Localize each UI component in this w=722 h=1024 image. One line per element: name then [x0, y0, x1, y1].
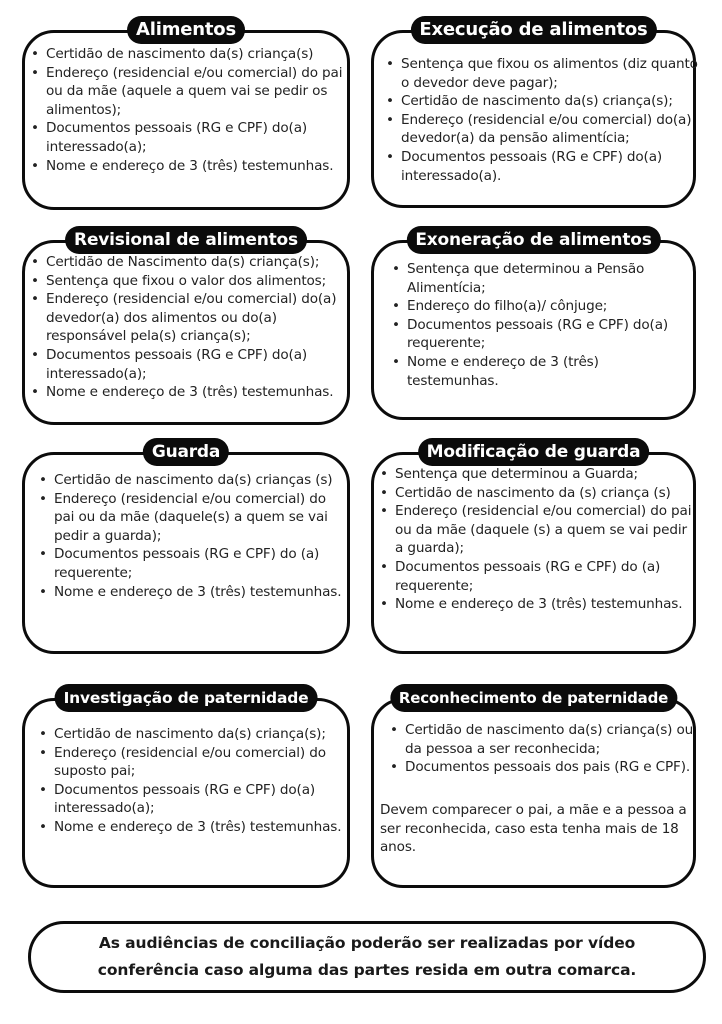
card-alimentos	[22, 19, 350, 210]
requirements-list	[39, 471, 344, 601]
requirements-list	[392, 260, 692, 390]
card-title: Alimentos	[127, 16, 245, 44]
card-title: Guarda	[143, 438, 229, 466]
requirements-list	[39, 725, 344, 837]
card-title: Revisional de alimentos	[65, 226, 307, 254]
list-item: • Documentos pessoais (RG e CPF) do (a) requerente;	[380, 558, 698, 595]
list-item: • Certidão de nascimento da(s) criança(s) ou da pessoa a ser reconhecida;	[390, 721, 695, 758]
list-item: • Certidão de nascimento da(s) crianças (s)	[39, 471, 344, 490]
footer-notice	[28, 921, 706, 993]
card-revisional-alimentos	[22, 230, 350, 425]
card-exoneracao-alimentos	[371, 230, 696, 420]
list-item: • Nome e endereço de 3 (três) testemunhas.	[392, 353, 692, 390]
list-item: • Sentença que fixou o valor dos alimentos;	[31, 272, 353, 291]
card-investigacao-paternidade	[22, 689, 350, 888]
footer-text: As audiências de conciliação poderão ser realizadas por vídeo conferência caso alguma das partes resida em outra comarca.	[97, 934, 637, 979]
list-item: • Certidão de nascimento da(s) criança(s);	[39, 725, 344, 744]
requirements-list	[390, 721, 695, 777]
list-item: • Documentos pessoais (RG e CPF) do(a) interessado(a).	[386, 148, 698, 185]
list-item: • Nome e endereço de 3 (três) testemunhas.	[39, 818, 344, 837]
list-item: • Endereço (residencial e/ou comercial) do(a) devedor(a) da pensão alimentícia;	[386, 111, 698, 148]
card-title: Modificação de guarda	[418, 438, 650, 466]
list-item: • Nome e endereço de 3 (três) testemunhas.	[380, 595, 698, 614]
list-item: • Certidão de Nascimento da(s) criança(s);	[31, 253, 353, 272]
list-item: • Nome e endereço de 3 (três) testemunhas.	[31, 157, 351, 176]
list-item: • Nome e endereço de 3 (três) testemunhas.	[31, 383, 353, 402]
list-item: • Documentos pessoais dos pais (RG e CPF).	[390, 758, 695, 777]
list-item: • Documentos pessoais (RG e CPF) do(a) interessado(a);	[31, 346, 353, 383]
list-item: • Certidão de nascimento da(s) criança(s)	[31, 45, 351, 64]
list-item: • Sentença que determinou a Pensão Alimentícia;	[392, 260, 692, 297]
list-item: • Endereço (residencial e/ou comercial) do pai ou da mãe (daquele (s) a quem se vai pedir a guarda);	[380, 502, 698, 558]
list-item: • Certidão de nascimento da (s) criança (s)	[380, 484, 698, 503]
card-reconhecimento-paternidade	[371, 689, 696, 888]
list-item: • Documentos pessoais (RG e CPF) do(a) interessado(a);	[31, 119, 351, 156]
requirements-list	[380, 465, 698, 614]
list-item: • Documentos pessoais (RG e CPF) do(a) interessado(a);	[39, 781, 344, 818]
list-item: • Documentos pessoais (RG e CPF) do(a) requerente;	[392, 316, 692, 353]
card-title: Execução de alimentos	[410, 16, 656, 44]
card-title: Reconhecimento de paternidade	[390, 684, 677, 712]
card-guarda	[22, 442, 350, 654]
list-item: • Sentença que determinou a Guarda;	[380, 465, 698, 484]
attendance-note: Devem comparecer o pai, a mãe e a pessoa a ser reconhecida, caso esta tenha mais de 18 anos.	[380, 802, 687, 856]
list-item: • Documentos pessoais (RG e CPF) do (a) requerente;	[39, 545, 344, 582]
list-item: • Endereço do filho(a)/ cônjuge;	[392, 297, 692, 316]
card-modificacao-guarda	[371, 442, 696, 654]
requirements-list	[31, 45, 351, 175]
list-item: • Nome e endereço de 3 (três) testemunhas.	[39, 583, 344, 602]
list-item: • Sentença que fixou os alimentos (diz quanto o devedor deve pagar);	[386, 55, 698, 92]
requirements-list	[31, 253, 353, 402]
card-execucao-alimentos	[371, 19, 698, 208]
card-title: Exoneração de alimentos	[406, 226, 660, 254]
list-item: • Endereço (residencial e/ou comercial) do pai ou da mãe (daquele(s) a quem se vai pedir a guarda);	[39, 490, 344, 546]
requirements-list	[386, 55, 698, 185]
list-item: • Endereço (residencial e/ou comercial) do suposto pai;	[39, 744, 344, 781]
card-title: Investigação de paternidade	[55, 684, 318, 712]
list-item: • Endereço (residencial e/ou comercial) do(a) devedor(a) dos alimentos ou do(a) responsável pela(s) criança(s);	[31, 290, 353, 346]
list-item: • Certidão de nascimento da(s) criança(s);	[386, 92, 698, 111]
list-item: • Endereço (residencial e/ou comercial) do pai ou da mãe (aquele a quem vai se pedir os alimentos);	[31, 64, 351, 120]
